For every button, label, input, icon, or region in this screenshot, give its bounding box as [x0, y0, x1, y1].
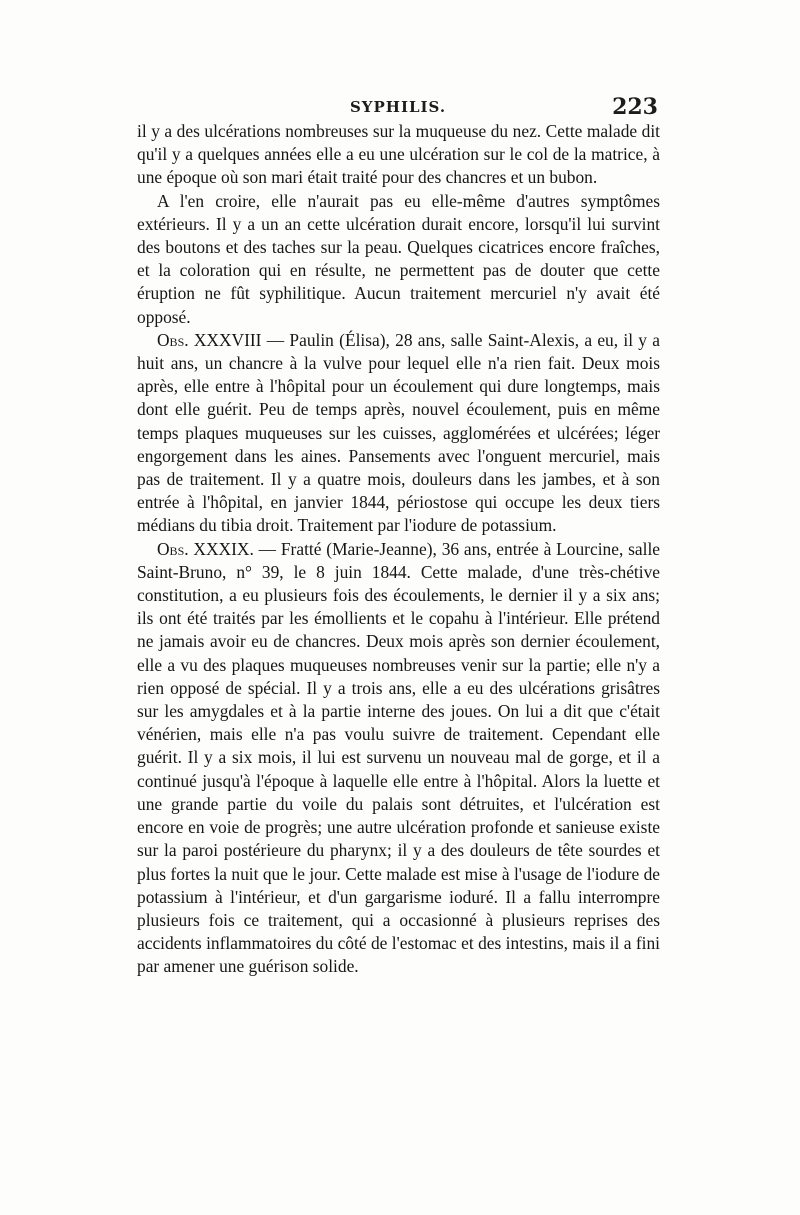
- paragraph-text: — Fratté (Marie-Jeanne), 36 ans, entrée à Lourcine, salle Saint-Bruno, n° 39, le 8 juin 1844. Cette malade, d'une très-chétive constitution, a eu plusieurs fois des écoulements, le dernier il y a six ans; ils ont été traités par les émollients et le copahu à l'intérieur. Elle prétend ne jamais avoir eu de chancres. Deux mois après son dernier écoulement, elle a vu des plaques muqueuses nombreuses venir sur la partie; elle n'y a rien opposé de spécial. Il y a trois ans, elle a eu des ulcérations grisâtres sur les amygdales et à la partie interne des joues. On lui a dit que c'était vénérien, mais elle n'a pas voulu suivre de traitement. Cependant elle guérit. Il y a six mois, il lui est survenu un nouveau mal de gorge, et il a continué jusqu'à l'époque à laquelle elle entre à l'hôpital. Alors la luette et une grande partie du voile du palais sont détruites, et l'ulcération est encore en voie de progrès; une autre ulcération profonde et sanieuse existe sur la paroi postérieure du pharynx; il y a des douleurs de tête sourdes et plus fortes la nuit que le jour. Cette malade est mise à l'usage de l'iodure de potassium à l'intérieur, et d'un gargarisme ioduré. Il a fallu interrompre plusieurs fois ce traitement, qui a occasionné à plusieurs reprises des accidents inflammatoires du côté de l'estomac et des intestins, mais il a fini par amener une guérison solide.: [137, 538, 660, 977]
- observation-label: Obs. XXXIX.: [157, 538, 254, 559]
- observation-paragraph: [137, 329, 660, 538]
- running-title: SYPHILIS.: [349, 98, 447, 116]
- page-header: [138, 96, 658, 122]
- observation-paragraph: [137, 538, 660, 979]
- paragraph: [137, 190, 660, 329]
- paragraph-text: A l'en croire, elle n'aurait pas eu elle-même d'autres symptômes extérieurs. Il y a un an cette ulcération durait encore, lorsqu'il lui survint des boutons et des taches sur la peau. Quelques cicatrices encore fraîches, et la coloration qui en résulte, ne permettent pas de douter que cette éruption ne fût syphilitique. Aucun traitement mercuriel n'y avait été opposé.: [137, 190, 660, 327]
- observation-label: Obs. XXXVIII: [157, 329, 262, 350]
- paragraph-text: — Paulin (Élisa), 28 ans, salle Saint-Alexis, a eu, il y a huit ans, un chancre à la vulve pour lequel elle n'a rien fait. Deux mois après, elle entre à l'hôpital pour un écoulement qui dure longtemps, mais dont elle guérit. Peu de temps après, nouvel écoulement, puis en même temps plaques muqueuses sur les cuisses, agglomérées et ulcérées; léger engorgement dans les aines. Pansements avec l'onguent mercuriel, mais pas de traitement. Il y a quatre mois, douleurs dans les jambes, et à son entrée à l'hôpital, en janvier 1844, périostose qui occupe les deux tiers médians du tibia droit. Traitement par l'iodure de potassium.: [137, 329, 660, 536]
- body-text: [137, 120, 660, 979]
- paragraph-text: il y a des ulcérations nombreuses sur la muqueuse du nez. Cette malade dit qu'il y a quelques années elle a eu une ulcération sur le col de la matrice, à une époque où son mari était traité pour des chancres et un bubon.: [137, 121, 660, 188]
- paragraph-continuation: [137, 120, 660, 190]
- page-number: 223: [612, 94, 658, 120]
